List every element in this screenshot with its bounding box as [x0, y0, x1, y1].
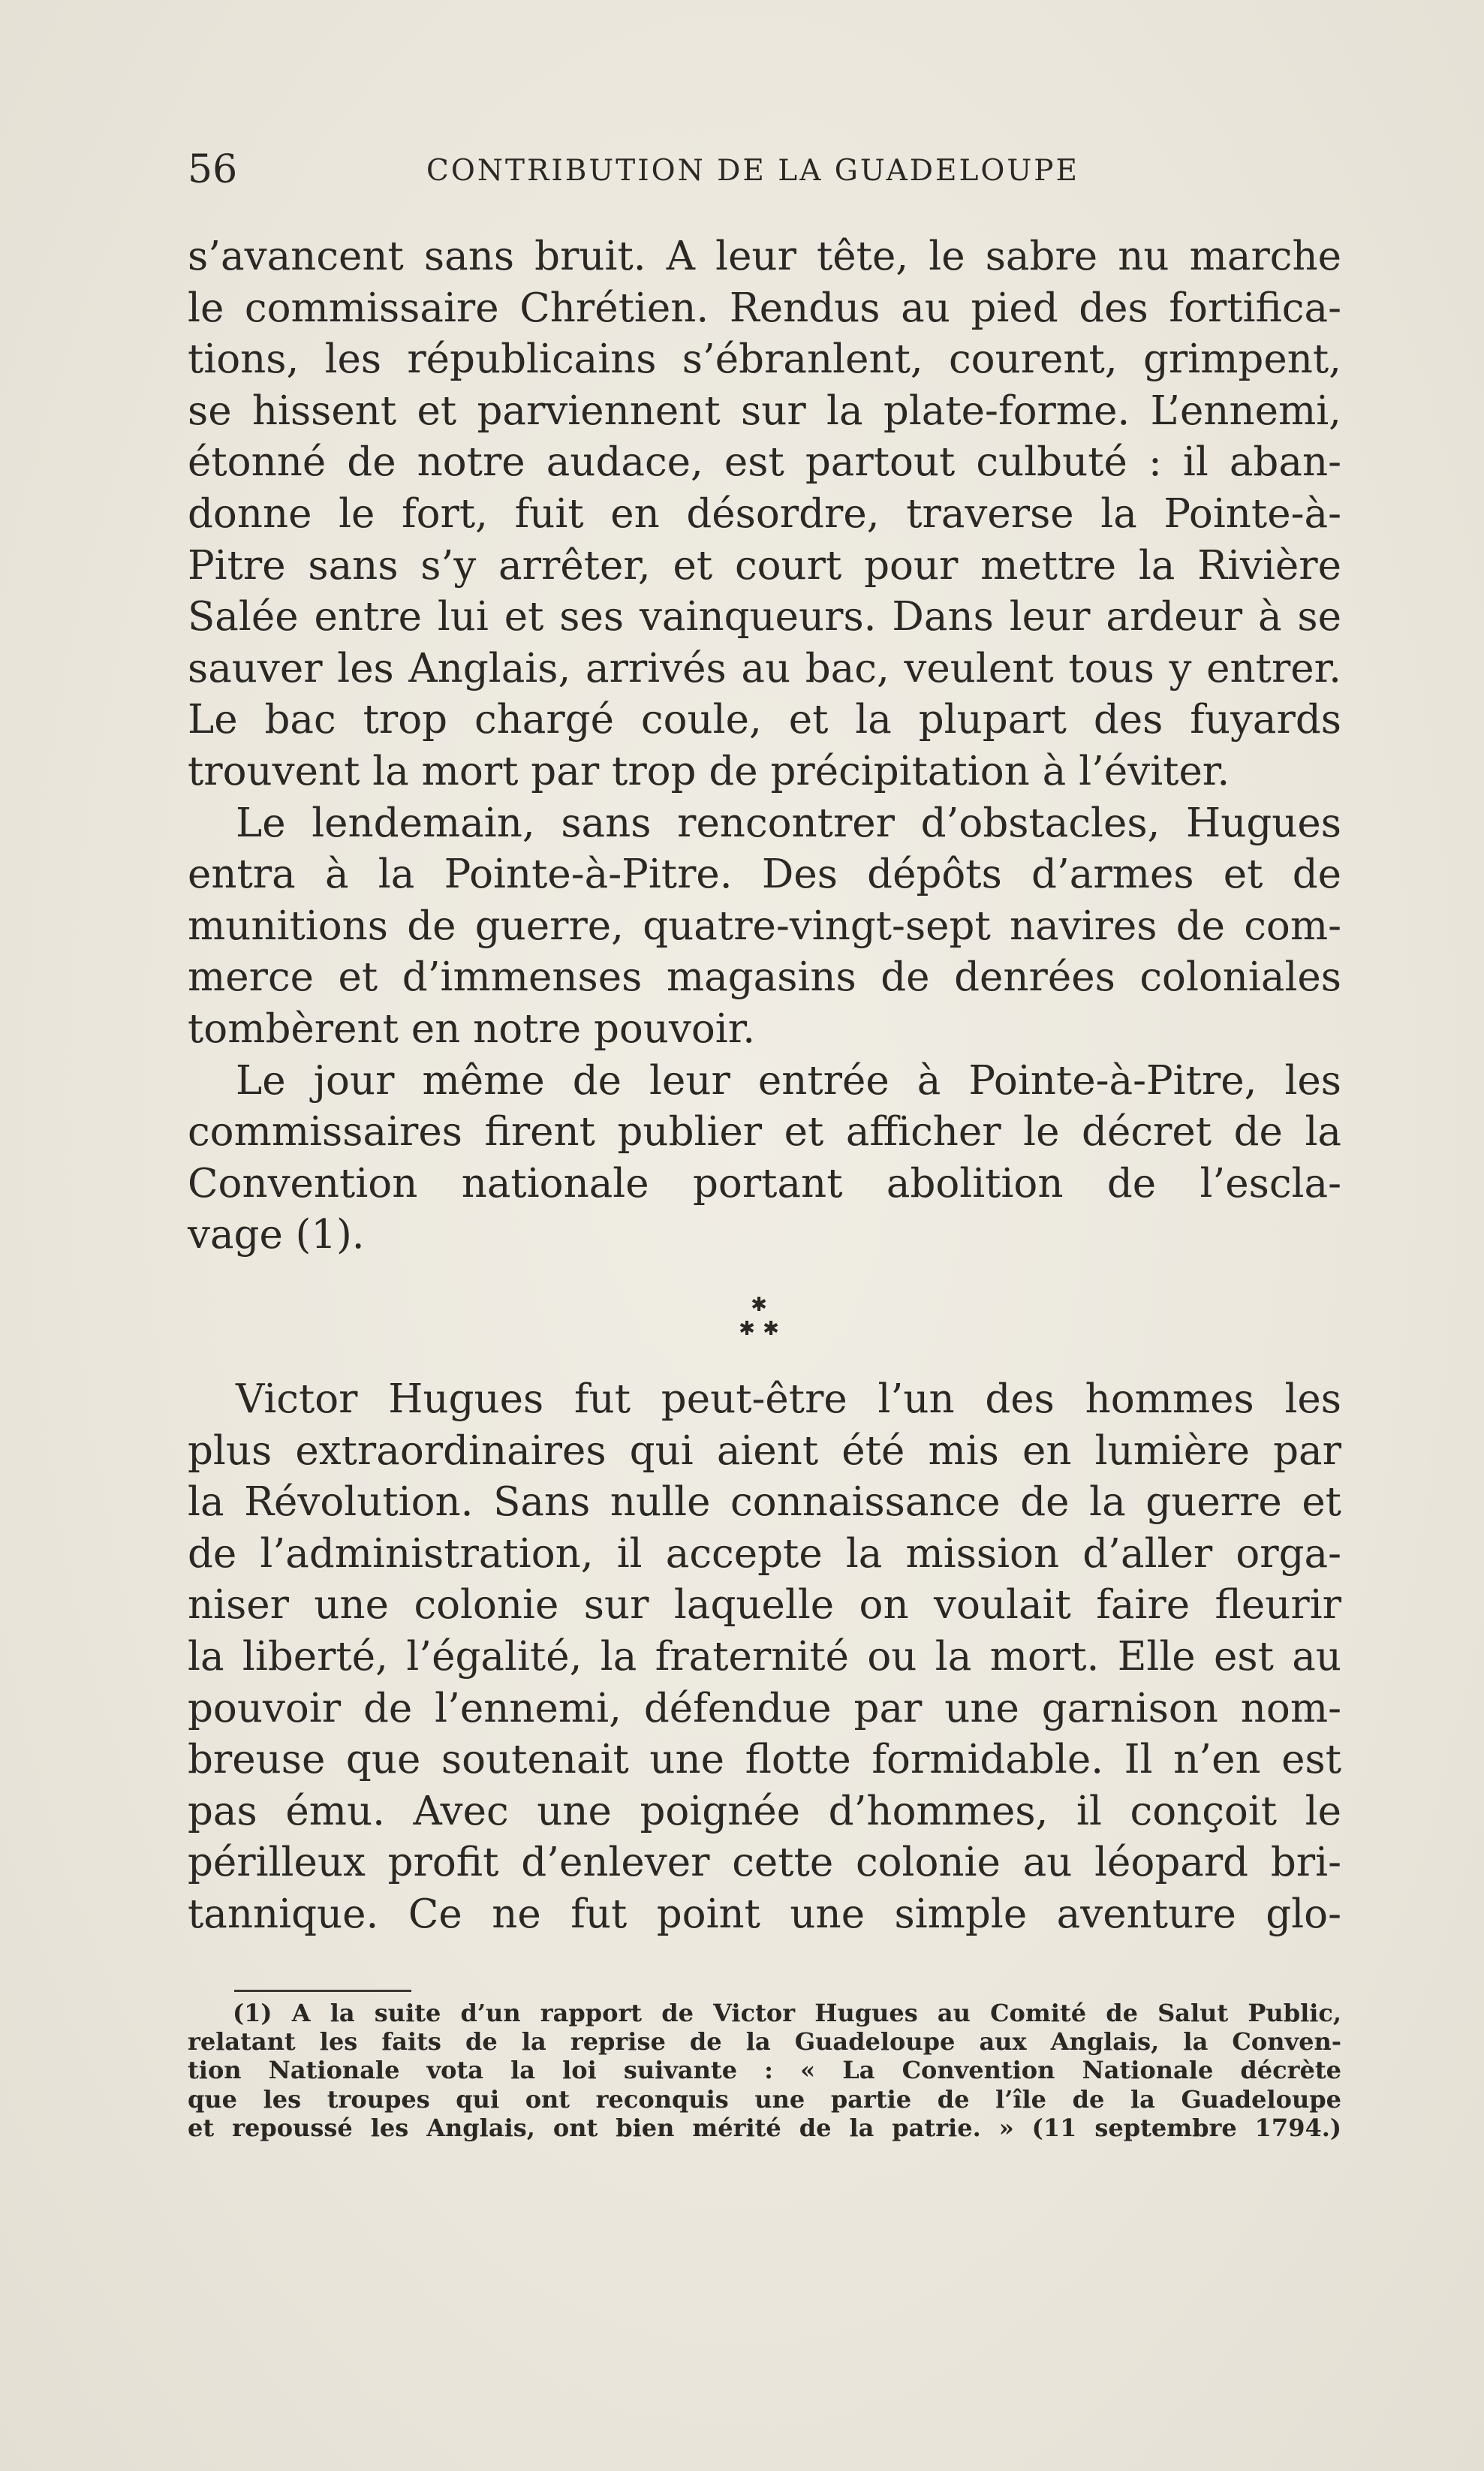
text-line: Salée entre lui et ses vainqueurs. Dans leur ardeur à se — [188, 594, 1341, 640]
svg-text:✱: ✱ — [739, 1318, 755, 1340]
footnote-line: et repoussé les Anglais, ont bien mérité de la patrie. » (11 septembre 1794.) — [188, 2113, 1341, 2142]
text-line: étonné de notre audace, est partout culbuté : il aban- — [188, 439, 1341, 486]
text-line: Le lendemain, sans rencontrer d’obstacles, Hugues — [236, 800, 1341, 846]
text-line: Convention nationale portant abolition de l’escla- — [188, 1160, 1341, 1207]
page-number: 56 — [188, 147, 238, 192]
svg-text:✱: ✱ — [763, 1318, 779, 1340]
text-line: breuse que soutenait une flotte formidable. Il n’en est — [188, 1737, 1341, 1783]
body-text-section-2 — [188, 1374, 1341, 1941]
text-line: s’avancent sans bruit. A leur tête, le sabre nu marche — [188, 234, 1341, 279]
body-text-section-1 — [188, 231, 1341, 1261]
text-line: donne le fort, fuit en désordre, traverse la Pointe-à- — [188, 490, 1341, 537]
footnote-line: que les troupes qui ont reconquis une partie de l’île de la Guadeloupe — [188, 2084, 1341, 2114]
running-title: CONTRIBUTION DE LA GUADELOUPE — [426, 154, 1079, 188]
text-line: le commissaire Chrétien. Rendus au pied des fortifica- — [188, 285, 1341, 331]
text-line: munitions de guerre, quatre-vingt-sept navires de com- — [188, 903, 1341, 949]
text-line: niser une colonie sur laquelle on voulait faire fleurir — [188, 1582, 1341, 1629]
text-line: Le bac trop chargé coule, et la plupart des fuyards — [188, 697, 1341, 743]
text-line: la Révolution. Sans nulle connaissance de la guerre et — [188, 1479, 1341, 1526]
text-line: pouvoir de l’ennemi, défendue par une garnison nom- — [188, 1685, 1341, 1731]
footnote-line: (1) A la suite d’un rapport de Victor Hugues au Comité de Salut Public, — [233, 1999, 1341, 2027]
text-line: Le jour même de leur entrée à Pointe-à-Pitre, les — [236, 1057, 1341, 1104]
page-header — [188, 147, 1299, 192]
text-line: merce et d’immenses magasins de denrées coloniales — [188, 954, 1341, 1001]
text-line: périlleux profit d’enlever cette colonie au léopard bri- — [188, 1840, 1341, 1886]
footnote-line: tion Nationale vota la loi suivante : « La Convention Nationale décrète — [188, 2056, 1341, 2085]
text-line: entra à la Pointe-à-Pitre. Des dépôts d’armes et de — [188, 851, 1341, 898]
text-line: tions, les républicains s’ébranlent, courent, grimpent, — [188, 336, 1341, 383]
text-line: Victor Hugues fut peut-être l’un des hommes les — [236, 1376, 1341, 1422]
footnote-line: relatant les faits de la reprise de la Guadeloupe aux Anglais, la Conven- — [188, 2027, 1341, 2057]
asterism-divider — [728, 1290, 803, 1342]
footnote — [188, 1999, 1341, 2142]
footnote-separator — [234, 1990, 411, 1992]
text-line: se hissent et parviennent sur la plate-forme. L’ennemi, — [188, 387, 1341, 434]
text-line: sauver les Anglais, arrivés au bac, veulent tous y entrer. — [188, 645, 1341, 692]
text-line: tombèrent en notre pouvoir. — [188, 1005, 756, 1052]
text-line: trouvent la mort par trop de précipitation à l’éviter. — [188, 748, 1230, 794]
text-line: vage (1). — [188, 1212, 365, 1258]
text-line: tannique. Ce ne fut point une simple aventure glo- — [188, 1891, 1341, 1937]
svg-text:✱: ✱ — [751, 1294, 767, 1316]
text-line: pas ému. Avec une poignée d’hommes, il conçoit le — [188, 1788, 1341, 1834]
text-line: de l’administration, il accepte la mission d’aller orga- — [188, 1530, 1341, 1577]
text-line: plus extraordinaires qui aient été mis en lumière par — [188, 1427, 1341, 1474]
text-line: commissaires firent publier et afficher le décret de la — [188, 1109, 1341, 1156]
text-line: la liberté, l’égalité, la fraternité ou la mort. Elle est au — [188, 1633, 1341, 1680]
text-line: Pitre sans s’y arrêter, et court pour mettre la Rivière — [188, 542, 1341, 589]
